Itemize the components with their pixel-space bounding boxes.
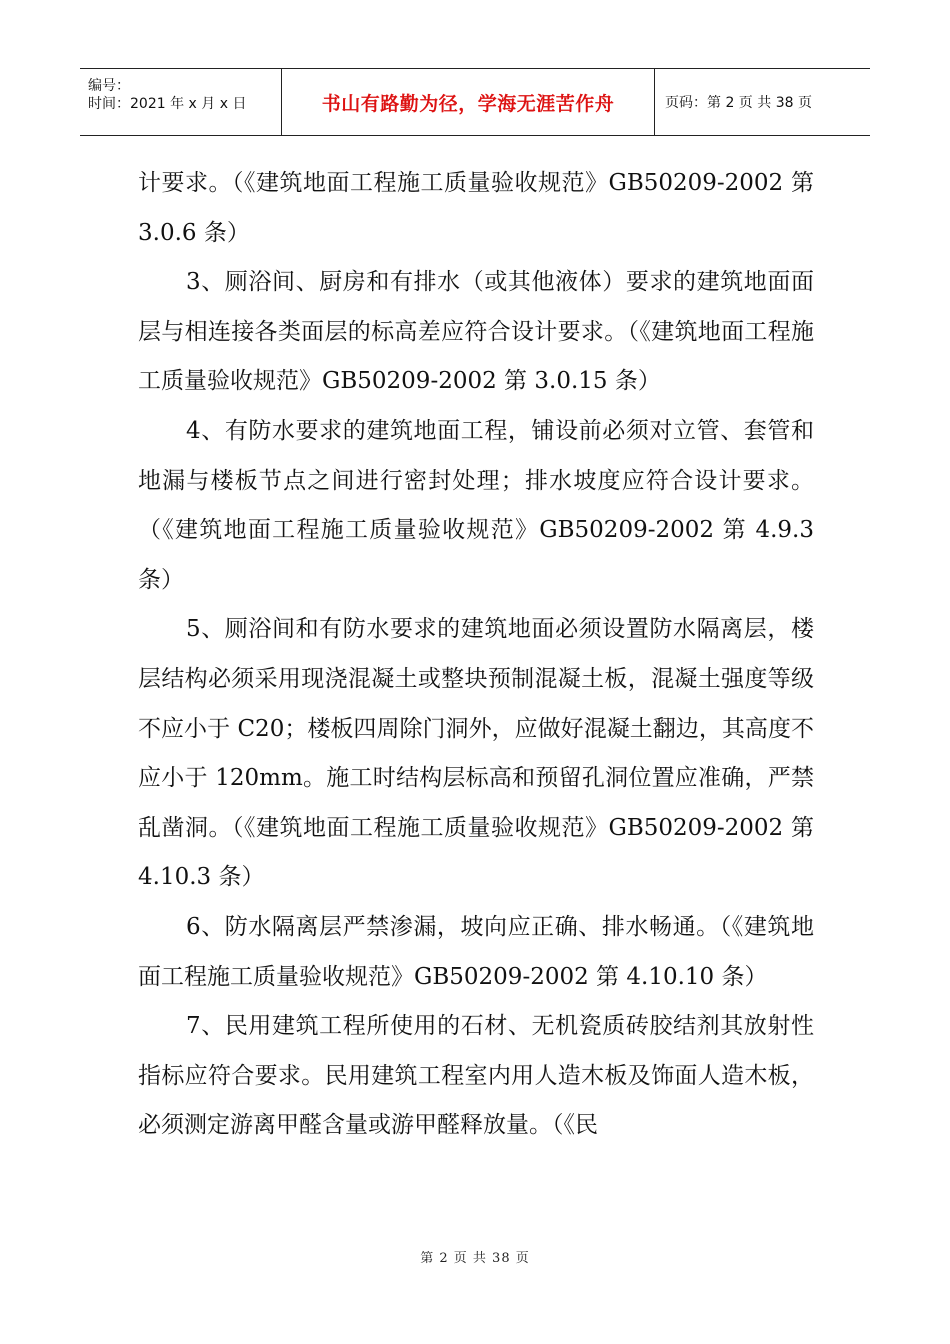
- paragraph-continuation: 计要求。（《建筑地面工程施工质量验收规范》GB50209-2002 第 3.0.6 条）: [138, 170, 814, 246]
- header-page-info: 页码：第 2 页 共 38 页: [665, 95, 812, 111]
- paragraph-item-5: 5、厕浴间和有防水要求的建筑地面必须设置防水隔离层，楼层结构必须采用现浇混凝土或整块预制混凝土板，混凝土强度等级不应小于 C20；楼板四周除门洞外，应做好混凝土翻边，其高度不应小于 120mm。施工时结构层标高和预留孔洞位置应准确，严禁乱凿洞。（《建筑地面工程施工质量验收规范》GB50209-2002 第 4.10.3 条）: [138, 616, 814, 891]
- paragraph-item-3: 3、厕浴间、厨房和有排水（或其他液体）要求的建筑地面面层与相连接各类面层的标高差应符合设计要求。（《建筑地面工程施工质量验收规范》GB50209-2002 第 3.0.15 条）: [138, 269, 814, 395]
- document-body: [138, 159, 814, 1151]
- header-motto-cell: [282, 69, 655, 135]
- header-meta-cell: [80, 69, 282, 135]
- page-footer: [0, 1247, 950, 1266]
- page-header: [80, 68, 870, 136]
- document-date: 时间：2021 年 x 月 x 日: [88, 96, 247, 112]
- paragraph-item-4: 4、有防水要求的建筑地面工程，铺设前必须对立管、套管和地漏与楼板节点之间进行密封处理；排水坡度应符合设计要求。（《建筑地面工程施工质量验收规范》GB50209-2002 第 4.9.3 条）: [138, 417, 814, 593]
- header-motto: 书山有路勤为径，学海无涯苦作舟: [321, 92, 615, 115]
- header-page-cell: [655, 69, 870, 135]
- document-number-label: 编号：: [88, 78, 130, 94]
- footer-page-number: 第 2 页 共 38 页: [420, 1251, 530, 1266]
- paragraph-item-7: 7、民用建筑工程所使用的石材、无机瓷质砖胶结剂其放射性指标应符合要求。民用建筑工程室内用人造木板及饰面人造木板，必须测定游离甲醛含量或游甲醛释放量。（《民: [138, 1013, 814, 1139]
- paragraph-item-6: 6、防水隔离层严禁渗漏，坡向应正确、排水畅通。（《建筑地面工程施工质量验收规范》GB50209-2002 第 4.10.10 条）: [138, 913, 814, 990]
